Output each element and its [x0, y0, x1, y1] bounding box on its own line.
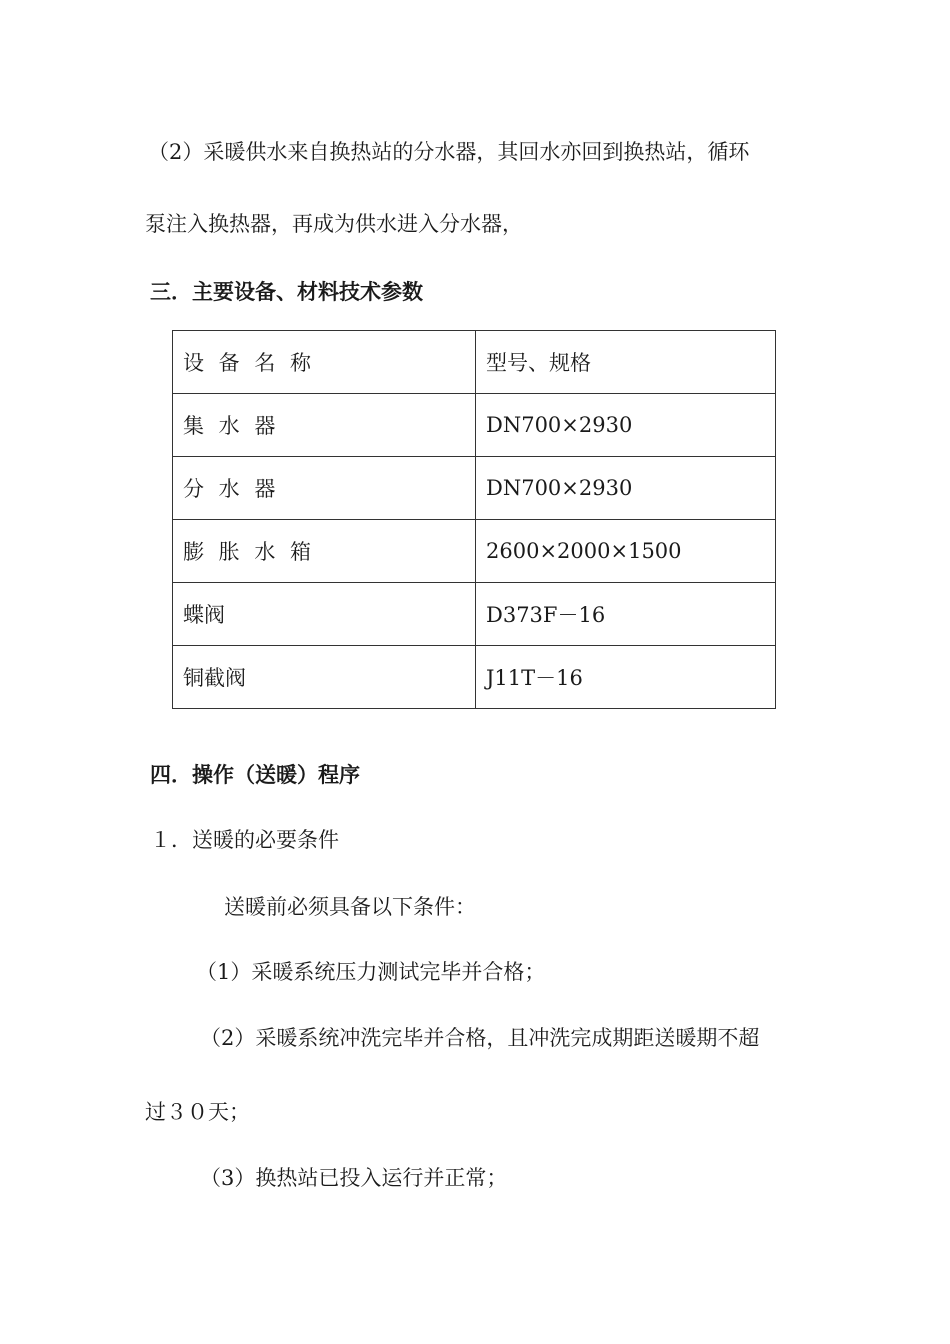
table-header-row [173, 331, 776, 394]
table-row [173, 583, 776, 646]
paragraph-2-line-2: 泵注入换热器，再成为供水进入分水器， [145, 212, 523, 236]
section-3-title: 三．主要设备、材料技术参数 [150, 279, 423, 304]
paragraph-2-line-1: （2）采暖供水来自换热站的分水器，其回水亦回到换热站，循环 [148, 140, 750, 164]
equipment-name: 铜截阀 [173, 646, 476, 709]
table-row [173, 457, 776, 520]
equipment-spec: DN700×2930 [476, 394, 776, 457]
condition-1: （1）采暖系统压力测试完毕并合格； [196, 960, 546, 984]
equipment-spec: DN700×2930 [476, 457, 776, 520]
equipment-name: 蝶阀 [173, 583, 476, 646]
table-row [173, 520, 776, 583]
header-equipment-name: 设 备 名 称 [173, 331, 476, 394]
table-row [173, 394, 776, 457]
equipment-name: 分 水 器 [173, 457, 476, 520]
conditions-intro: 送暖前必须具备以下条件： [224, 895, 476, 919]
item-1-title: １．送暖的必要条件 [150, 828, 339, 852]
condition-3: （3）换热站已投入运行并正常； [200, 1166, 508, 1190]
header-model-spec: 型号、规格 [476, 331, 776, 394]
table-row [173, 646, 776, 709]
equipment-name: 集 水 器 [173, 394, 476, 457]
condition-2-line-2: 过３０天； [145, 1100, 250, 1124]
condition-2-line-1: （2）采暖系统冲洗完毕并合格，且冲洗完成期距送暖期不超 [200, 1026, 760, 1050]
equipment-spec: D373F－16 [476, 583, 776, 646]
equipment-spec: 2600×2000×1500 [476, 520, 776, 583]
section-4-title: 四．操作（送暖）程序 [150, 762, 360, 787]
equipment-name: 膨 胀 水 箱 [173, 520, 476, 583]
equipment-spec-table [172, 330, 776, 709]
equipment-spec: J11T－16 [476, 646, 776, 709]
